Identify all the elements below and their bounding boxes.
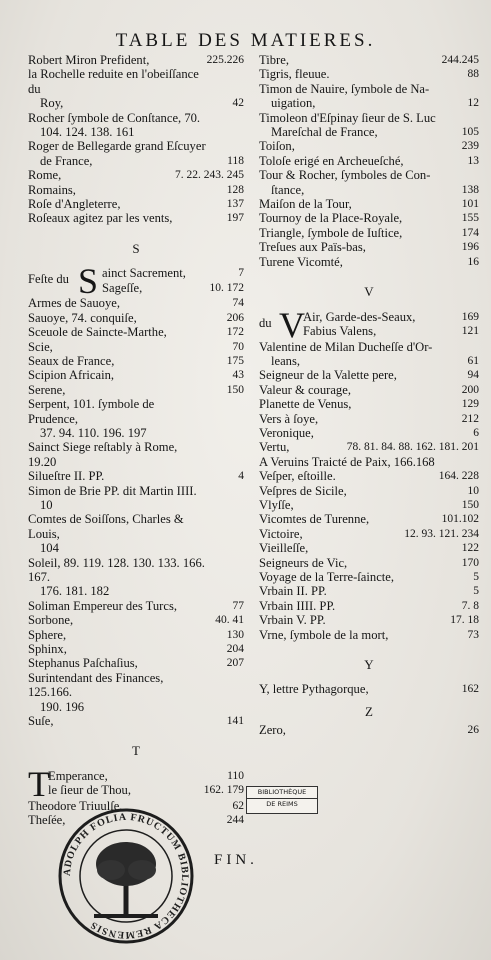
entry-text: Sceuole de Saincte-Marthe, — [28, 325, 167, 340]
entry-text: Timon de Nauire, ſymbole de Na- — [259, 81, 430, 96]
entry-text: Maiſon de la Tour, — [259, 197, 352, 212]
entry-text: Romains, — [28, 182, 76, 197]
entry-page: 16 — [467, 255, 479, 268]
entry-text: Scie, — [28, 339, 53, 354]
index-entry — [259, 628, 479, 642]
index-entry — [28, 111, 244, 125]
entry-page: 196 — [461, 241, 479, 254]
entry-page: 6 — [473, 426, 479, 439]
section-letter-s: S — [132, 240, 140, 256]
entry-text: Seigneur de la Valette pere, — [259, 368, 397, 383]
entry-page: 7. 8 — [461, 599, 479, 612]
index-entry — [28, 96, 244, 110]
entry-page: 62 — [232, 799, 244, 812]
entry-page: 121 — [461, 324, 479, 337]
entry-text: Sorbone, — [28, 613, 74, 628]
entry-text: Comtes de Soiſſons, Charles & Louis, — [28, 512, 184, 541]
index-entry — [259, 682, 479, 696]
stamp-line: BIBLIOTHÈQUE — [257, 788, 307, 796]
index-entry — [259, 570, 479, 584]
entry-text: Armes de Sauoye, — [28, 296, 120, 311]
index-entry — [28, 154, 244, 168]
index-entry — [259, 111, 479, 125]
index-entry — [259, 125, 479, 139]
index-entry — [28, 325, 244, 339]
entry-text: Valeur & courage, — [259, 382, 351, 397]
index-entry — [259, 240, 479, 254]
entry-text: Scipion Africain, — [28, 368, 115, 383]
s-dropcap-entry — [28, 261, 244, 302]
entry-text: la Rochelle reduite en l'obeiſſance du — [28, 67, 199, 96]
entry-page: 225.226 — [206, 54, 244, 66]
entry-text: Y, lettre Pythagorque, — [259, 682, 369, 697]
dropcap-line — [299, 310, 479, 324]
index-entry — [28, 656, 244, 670]
section-letter-y: Y — [364, 657, 374, 673]
entry-text: Tigris, fleuue. — [259, 67, 330, 82]
index-entry — [259, 354, 479, 368]
index-entry — [28, 139, 244, 153]
index-entry — [28, 168, 244, 182]
v-dropcap-entry — [259, 304, 479, 345]
entry-text: Theſée, — [28, 813, 66, 828]
index-entry — [259, 584, 479, 598]
entry-text: Soliman Empereur des Turcs, — [28, 598, 178, 613]
entry-page: 101 — [461, 198, 479, 211]
entry-text: 10 — [40, 497, 53, 512]
entry-text: 176. 181. 182 — [40, 584, 110, 599]
entry-text: Toloſe erigé en Archeueſché, — [259, 153, 404, 168]
entry-page: 141 — [226, 715, 244, 728]
entry-page: 164. 228 — [438, 470, 479, 483]
entry-page: 73 — [467, 628, 479, 641]
entry-page: 61 — [467, 354, 479, 367]
entry-text: Tour & Rocher, ſymboles de Con- — [259, 168, 431, 183]
entry-text: Air, Garde-des-Seaux, — [303, 309, 416, 324]
dropcap-prefix: Feſte du — [28, 272, 69, 287]
entry-text: Rocher ſymbole de Conſtance, 70. — [28, 110, 201, 125]
entry-text: Victoire, — [259, 526, 303, 541]
index-entry — [28, 714, 244, 728]
entry-page: 197 — [226, 212, 244, 225]
section-letter-z: Z — [365, 703, 373, 719]
entry-page: 239 — [461, 140, 479, 153]
entry-text: Robert Miron Prefident, — [28, 53, 150, 67]
index-entry — [259, 340, 479, 354]
entry-text: Theodore Triuulſe, — [28, 798, 123, 813]
entry-page: 138 — [461, 183, 479, 196]
entry-page: 170 — [461, 556, 479, 569]
entry-text: Sauoye, 74. conquiſe, — [28, 310, 137, 325]
dropcap-line — [28, 783, 244, 797]
entry-page: 155 — [461, 212, 479, 225]
index-entry — [259, 599, 479, 613]
dropcap-prefix: du — [259, 315, 272, 330]
entry-text: Seaux de France, — [28, 353, 115, 368]
entry-text: Roy, — [40, 96, 64, 111]
index-entry — [28, 197, 244, 211]
t-dropcap-entry — [28, 763, 244, 804]
dropcap-letter: V — [279, 304, 305, 345]
index-entry — [259, 556, 479, 570]
library-stamp — [246, 786, 318, 814]
index-entry — [259, 723, 479, 737]
entry-page: 150 — [226, 383, 244, 396]
entry-page: 129 — [461, 398, 479, 411]
index-entry — [259, 527, 479, 541]
entry-page: 172 — [226, 326, 244, 339]
entry-page: 137 — [226, 198, 244, 211]
entry-page: 4 — [238, 470, 244, 483]
entry-page: 5 — [473, 585, 479, 598]
entry-text: Simon de Brie PP. dit Martin IIII. — [28, 483, 197, 498]
entry-text: Triangle, ſymbole de Iuſtice, — [259, 225, 403, 240]
entry-page: 12 — [467, 97, 479, 110]
entry-text: de France, — [40, 153, 93, 168]
index-entry — [28, 484, 244, 498]
entry-page: 7 — [238, 267, 244, 280]
entry-text: Planette de Venus, — [259, 397, 352, 412]
index-entry — [259, 383, 479, 397]
index-entry — [259, 154, 479, 168]
entry-page: 212 — [461, 412, 479, 425]
entry-page: 17. 18 — [450, 614, 479, 627]
index-entry — [259, 211, 479, 225]
entry-text: Mareſchal de France, — [271, 125, 378, 140]
entry-page: 70 — [232, 340, 244, 353]
index-entry — [28, 53, 244, 67]
index-entry — [259, 541, 479, 555]
seal-text: ADOLPH FOLIA FRUCTUM BIBLIOTHECA REMENSIS — [61, 811, 191, 941]
entry-text: Vicomtes de Turenne, — [259, 512, 370, 527]
dropcap-line — [299, 324, 479, 338]
index-entry — [259, 426, 479, 440]
entry-page: 74 — [232, 297, 244, 310]
entry-page: 94 — [467, 369, 479, 382]
entry-page: 26 — [467, 724, 479, 737]
index-entry — [28, 613, 244, 627]
index-entry — [28, 700, 244, 714]
entry-text: Rome, — [28, 168, 62, 183]
index-entry — [259, 168, 479, 182]
index-entry — [28, 368, 244, 382]
entry-text: Vertu, — [259, 440, 290, 455]
entry-text: leans, — [271, 353, 301, 368]
entries-t-cont — [259, 53, 479, 269]
entry-text: le ſieur de Thou, — [48, 783, 132, 798]
entries-s — [28, 296, 244, 728]
index-entry — [28, 584, 244, 598]
index-entry — [28, 599, 244, 613]
entry-page: 244.245 — [441, 54, 479, 66]
entry-text: Sphere, — [28, 627, 67, 642]
index-entry — [259, 397, 479, 411]
index-entry — [28, 125, 244, 139]
entry-text: Sainct Siege reſtably à Rome, 19.20 — [28, 440, 178, 469]
entry-text: Valentine de Milan Ducheſſe d'Or- — [259, 339, 433, 354]
entry-page: 13 — [467, 154, 479, 167]
entry-text: ainct Sacrement, — [102, 266, 186, 281]
page-title: TABLE DES MATIERES. — [115, 30, 376, 51]
section-letter-t: T — [132, 743, 140, 759]
index-entry — [259, 226, 479, 240]
entry-text: Timoleon d'Eſpinay ſieur de S. Luc — [259, 110, 436, 125]
entry-text: Roſe d'Angleterre, — [28, 197, 121, 212]
index-entry — [259, 67, 479, 81]
entries-y — [259, 682, 479, 696]
entry-page: 162. 179 — [203, 784, 244, 797]
dropcap-letter: T — [28, 763, 50, 804]
index-entry — [259, 139, 479, 153]
entry-page: 88 — [467, 68, 479, 81]
entry-text: Stephanus Paſchaſius, — [28, 656, 138, 671]
index-entry — [28, 426, 244, 440]
entries-r — [28, 53, 244, 226]
dropcap-line — [28, 769, 244, 783]
index-entry — [28, 397, 244, 426]
index-entry — [28, 183, 244, 197]
entry-text: A Veruins Traicté de Paix, 166.168 — [259, 454, 435, 469]
index-entry — [259, 469, 479, 483]
index-entry — [259, 412, 479, 426]
entry-text: Vrbain IIII. PP. — [259, 598, 336, 613]
entry-page: 207 — [226, 657, 244, 670]
entry-page: 7. 22. 243. 245 — [175, 169, 244, 182]
entry-text: Sageſſe, — [102, 280, 143, 295]
entry-text: Toiſon, — [259, 139, 295, 154]
index-entry — [28, 311, 244, 325]
entry-text: Serene, — [28, 382, 66, 397]
entry-page: 77 — [232, 599, 244, 612]
entry-page: 175 — [226, 354, 244, 367]
entry-page: 101.102 — [441, 513, 479, 526]
entry-page: 244 — [226, 814, 244, 827]
entry-text: Serpent, 101. ſymbole de Prudence, — [28, 397, 155, 426]
index-entry — [28, 512, 244, 541]
entry-text: ſtance, — [271, 182, 305, 197]
index-entry — [28, 628, 244, 642]
index-entry — [28, 354, 244, 368]
entry-text: Vrbain V. PP. — [259, 613, 326, 628]
index-entry — [28, 340, 244, 354]
entry-page: 118 — [227, 154, 244, 167]
index-entry — [259, 368, 479, 382]
dropcap-line — [68, 266, 244, 280]
entry-page: 110 — [227, 769, 244, 782]
entry-page: 12. 93. 121. 234 — [404, 527, 479, 540]
entry-text: uigation, — [271, 96, 316, 111]
entries-z — [259, 723, 479, 737]
fin-text: FIN. — [214, 852, 258, 868]
entry-text: 104. 124. 138. 161 — [40, 125, 135, 140]
entry-page: 200 — [461, 383, 479, 396]
index-entry — [28, 296, 244, 310]
entry-page: 43 — [232, 369, 244, 382]
entry-text: Veſpres de Sicile, — [259, 483, 347, 498]
index-entry — [259, 484, 479, 498]
entry-text: Sphinx, — [28, 642, 67, 657]
entry-page: 40. 41 — [215, 614, 244, 627]
index-entry — [28, 671, 244, 700]
entry-text: Soleil, 89. 119. 128. 130. 133. 166. 167. — [28, 555, 205, 584]
entries-v — [259, 340, 479, 643]
entry-text: Turene Vicomté, — [259, 254, 343, 269]
entry-text: Treſues aux Païs-bas, — [259, 240, 366, 255]
dropcap-letter: S — [78, 261, 99, 302]
entry-text: Emperance, — [48, 768, 108, 783]
index-entry — [259, 440, 479, 454]
entry-page: 206 — [226, 311, 244, 324]
index-entry — [28, 440, 244, 469]
index-entry — [259, 613, 479, 627]
index-entry — [28, 67, 244, 96]
entry-text: Seigneurs de Vic, — [259, 555, 348, 570]
entry-page: 204 — [226, 643, 244, 656]
entry-text: Tibre, — [259, 53, 289, 67]
library-seal — [56, 806, 196, 946]
entry-text: Roger de Bellegarde grand Eſcuyer — [28, 139, 206, 154]
index-entry — [259, 455, 479, 469]
entry-text: Vers à ſoye, — [259, 411, 319, 426]
entry-text: Suſe, — [28, 714, 54, 729]
entry-page: 122 — [461, 542, 479, 555]
entry-page: 130 — [226, 628, 244, 641]
index-entry — [28, 642, 244, 656]
index-entry — [28, 469, 244, 483]
entry-page: 150 — [461, 498, 479, 511]
entry-text: Fabius Valens, — [303, 323, 377, 338]
entry-text: 190. 196 — [40, 699, 85, 714]
index-entry — [259, 183, 479, 197]
entry-text: Vrbain II. PP. — [259, 584, 327, 599]
entry-text: Vrne, ſymbole de la mort, — [259, 627, 389, 642]
entry-text: 104 — [40, 541, 59, 556]
entry-text: Zero, — [259, 723, 286, 738]
entry-text: Tournoy de la Place-Royale, — [259, 211, 403, 226]
entry-text: Vlyſſe, — [259, 497, 294, 512]
entry-page: 5 — [473, 571, 479, 583]
section-letter-v: V — [364, 284, 374, 300]
entry-text: Veſper, eſtoille. — [259, 469, 336, 484]
entry-page: 10. 172 — [209, 281, 244, 294]
entry-text: 37. 94. 110. 196. 197 — [40, 425, 147, 440]
index-entry — [28, 556, 244, 585]
index-entry — [259, 197, 479, 211]
entry-page: 128 — [226, 183, 244, 196]
index-entry — [259, 255, 479, 269]
entry-text: Veronique, — [259, 425, 314, 440]
entry-text: Roſeaux agitez par les vents, — [28, 211, 173, 226]
index-entry — [259, 53, 479, 67]
entry-text: Surintendant des Finances, 125.166. — [28, 670, 164, 700]
index-entry — [28, 541, 244, 555]
entry-page: 174 — [461, 226, 479, 239]
entry-page: 105 — [461, 126, 479, 139]
entry-page: 169 — [461, 310, 479, 323]
index-entry — [259, 498, 479, 512]
right-column — [259, 53, 479, 738]
entry-page: 78. 81. 84. 88. 162. 181. 201 — [346, 441, 479, 454]
index-entry — [259, 82, 479, 96]
entry-text: Voyage de la Terre-ſaincte, — [259, 570, 395, 584]
left-column — [28, 53, 244, 828]
index-entry — [259, 512, 479, 526]
dropcap-line — [68, 281, 244, 295]
entry-text: Vieilleſſe, — [259, 541, 309, 556]
entry-text: Silueſtre II. PP. — [28, 469, 105, 484]
entry-page: 10 — [467, 484, 479, 497]
index-entry — [28, 383, 244, 397]
index-entry — [259, 96, 479, 110]
entry-page: 162 — [461, 683, 479, 696]
entry-page: 42 — [232, 97, 244, 110]
index-entry — [28, 211, 244, 225]
stamp-line: DE REIMS — [247, 798, 317, 810]
index-entry — [28, 498, 244, 512]
